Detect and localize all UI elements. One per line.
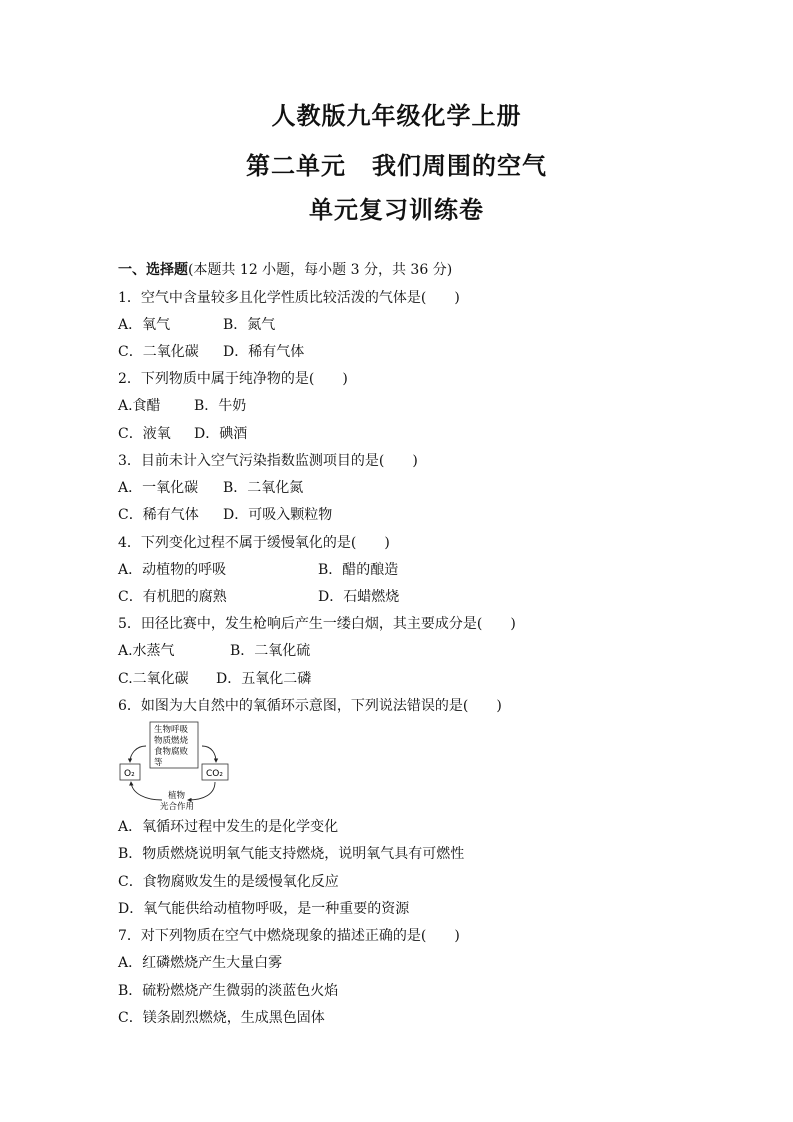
question-stem: 3．目前未计入空气污染指数监测项目的是( ) xyxy=(118,453,418,469)
question-stem: 5．田径比赛中，发生枪响后产生一缕白烟，其主要成分是( ) xyxy=(118,616,516,632)
arrow-release xyxy=(131,782,162,800)
option-b: B．氮气 xyxy=(223,317,276,333)
options-row xyxy=(118,588,399,606)
option-a: A．氧循环过程中发生的是化学变化 xyxy=(118,819,339,835)
option-b: B．牛奶 xyxy=(194,398,247,414)
o2-label: O₂ xyxy=(124,769,135,779)
question-stem: 4．下列变化过程不属于缓慢氧化的是( ) xyxy=(118,535,390,551)
arrow-photosynthesis xyxy=(188,782,215,800)
doc-subtitle: 单元复习训练卷 xyxy=(309,196,484,224)
bottom-label: 光合作用 xyxy=(160,802,195,812)
option-d: D．稀有气体 xyxy=(223,344,305,360)
option-d: D．碘酒 xyxy=(194,426,248,442)
options-row xyxy=(118,561,398,579)
option-d: D．五氧化二磷 xyxy=(216,671,312,687)
options-row xyxy=(118,506,332,524)
option-d: D．氧气能供给动植物呼吸，是一种重要的资源 xyxy=(118,901,410,917)
options-row xyxy=(118,425,247,443)
option-d: D．石蜡燃烧 xyxy=(318,589,400,605)
question-stem: 2．下列物质中属于纯净物的是( ) xyxy=(118,371,348,387)
option-a: A.水蒸气 xyxy=(118,643,175,659)
option-a: A．一氧化碳 xyxy=(118,480,199,496)
question-stem: 7．对下列物质在空气中燃烧现象的描述正确的是( ) xyxy=(118,928,460,944)
options-row xyxy=(118,397,246,415)
options-row xyxy=(118,343,304,361)
option-d: D．可吸入颗粒物 xyxy=(223,507,333,523)
unit-number: 第二单元 xyxy=(246,152,346,180)
option-b: B．物质燃烧说明氧气能支持燃烧，说明氧气具有可燃性 xyxy=(118,846,465,862)
options-row xyxy=(118,642,310,660)
option-b: B．醋的酿造 xyxy=(318,562,399,578)
bottom-label: 植物 xyxy=(168,791,186,801)
option-b: B．二氧化硫 xyxy=(230,643,311,659)
option-a: A.食醋 xyxy=(118,398,161,414)
arrow-produce xyxy=(202,746,216,762)
box-label: 食物腐败 xyxy=(154,747,189,757)
unit-title xyxy=(0,146,793,181)
box-label: 生物呼吸 xyxy=(154,725,189,735)
doc-title: 人教版九年级化学上册 xyxy=(271,102,522,130)
option-c: C．液氧 xyxy=(118,426,171,442)
question-stem: 6．如图为大自然中的氧循环示意图，下列说法错误的是( ) xyxy=(118,698,502,714)
oxygen-cycle-diagram xyxy=(118,720,236,812)
option-c: C．有机肥的腐熟 xyxy=(118,589,227,605)
option-b: B．硫粉燃烧产生微弱的淡蓝色火焰 xyxy=(118,983,339,999)
option-a: A．红磷燃烧产生大量白雾 xyxy=(118,955,283,971)
option-c: C.二氧化碳 xyxy=(118,671,189,687)
box-label: 物质燃烧 xyxy=(154,736,189,746)
arrow-consume xyxy=(130,746,146,762)
option-c: C．二氧化碳 xyxy=(118,344,199,360)
option-a: A．氧气 xyxy=(118,317,171,333)
option-c: C．镁条剧烈燃烧，生成黑色固体 xyxy=(118,1010,325,1026)
section-heading xyxy=(118,261,452,279)
option-b: B．二氧化氮 xyxy=(223,480,304,496)
unit-name: 我们周围的空气 xyxy=(372,152,547,180)
option-a: A．动植物的呼吸 xyxy=(118,562,227,578)
section-head-label: 一、选择题 xyxy=(118,262,188,278)
option-c: C．食物腐败发生的是缓慢氧化反应 xyxy=(118,874,339,890)
box-label: 等 xyxy=(154,758,163,768)
question-stem: 1．空气中含量较多且化学性质比较活泼的气体是( ) xyxy=(118,290,460,306)
option-c: C．稀有气体 xyxy=(118,507,199,523)
options-row xyxy=(118,670,311,688)
section-note: (本题共 12 小题，每小题 3 分，共 36 分) xyxy=(188,262,453,278)
options-row xyxy=(118,316,275,334)
co2-label: CO₂ xyxy=(206,769,223,779)
options-row xyxy=(118,479,303,497)
